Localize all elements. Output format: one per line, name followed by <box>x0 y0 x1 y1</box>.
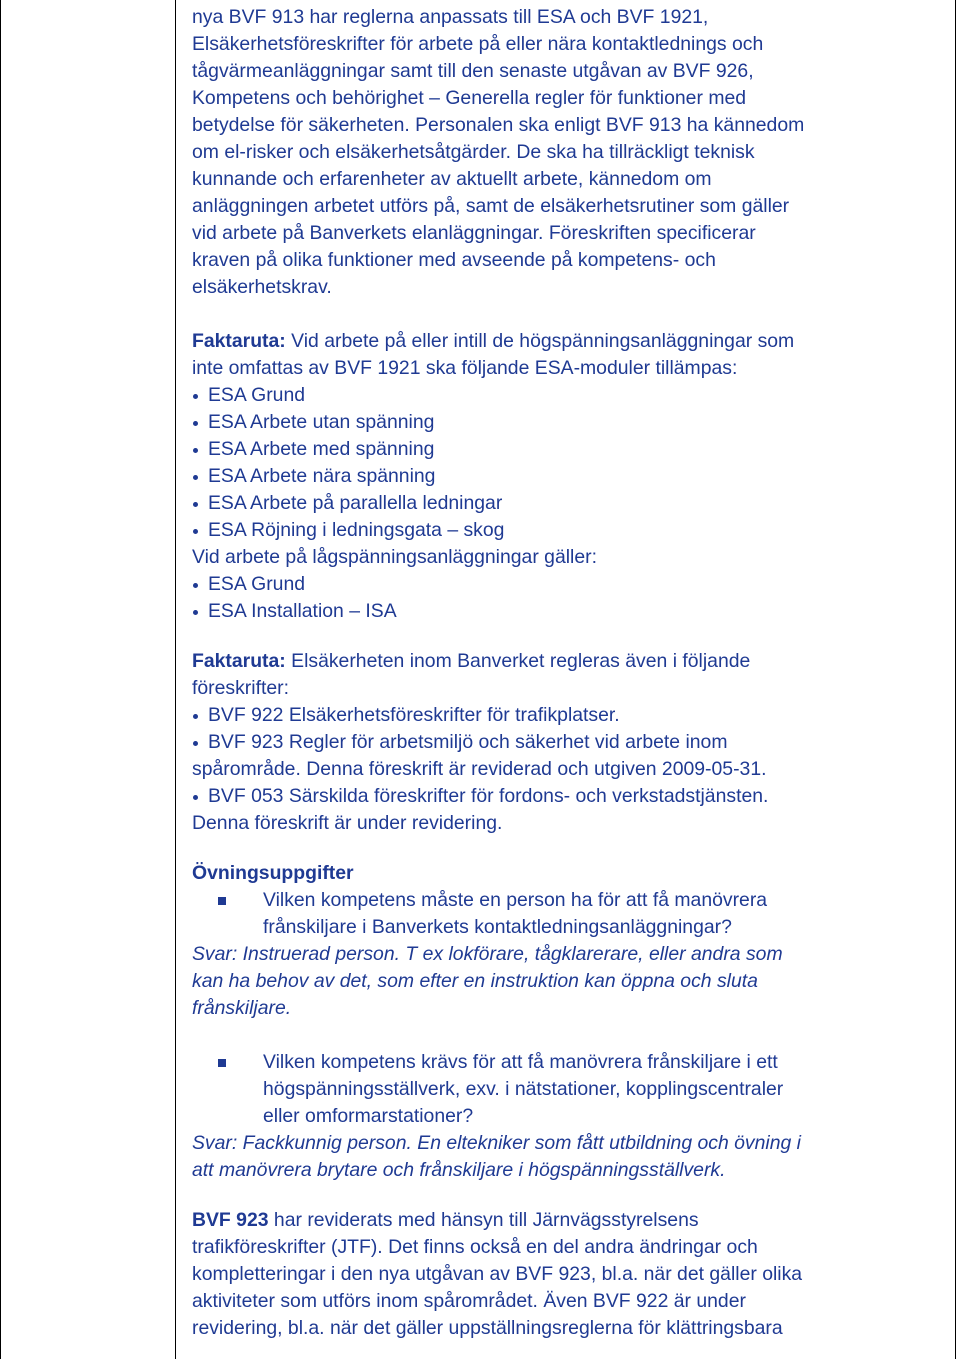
bullet-icon <box>193 448 198 453</box>
bullet-icon <box>193 795 198 800</box>
list-item: ESA Installation – ISA <box>192 598 947 625</box>
bullet-icon <box>193 394 198 399</box>
bullet-icon <box>193 475 198 480</box>
bullet-icon <box>193 502 198 507</box>
list-item: BVF 923 Regler för arbetsmiljö och säkerhet vid arbete inom spårområde. Denna föreskrift är reviderad och utgiven 2009-05-31. <box>192 731 767 780</box>
faktaruta-regulations: Faktaruta: Elsäkerheten inom Banverket regleras även i följande föreskrifter: BVF 922 Elsäkerhetsföreskrifter för trafikplatser. BVF 923 Regler för arbetsmiljö och säkerhet vid arbete inom spårområde. Denna föreskrift är reviderad och utgiven 2009-05-31. BVF 053 Särskilda föreskrifter för fordons- och verkstadstjänsten. Denna föreskrift är under revidering. <box>192 648 947 837</box>
list-item: Vilken kompetens måste en person ha för att få manövrera frånskiljare i Banverkets kontaktledningsanläggningar? <box>192 887 947 941</box>
list-item: ESA Arbete på parallella ledningar <box>192 490 947 517</box>
list-item: ESA Arbete nära spänning <box>192 463 947 490</box>
document-body <box>192 4 947 1342</box>
answer-2: Svar: Fackkunnig person. En eltekniker som fått utbildning och övning i att manövrera brytare och frånskiljare i högspänningsställverk. <box>192 1132 801 1181</box>
bullet-icon <box>193 421 198 426</box>
question-1 <box>192 887 947 941</box>
final-paragraph: BVF 923 har reviderats med hänsyn till Järnvägsstyrelsens trafikföreskrifter (JTF). Det finns också en del andra ändringar och kompletteringar i den nya utgåvan av BVF 923, bl.a. när det gäller olika aktiviteter som utförs inom spårområdet. Även BVF 922 är under revidering, bl.a. när det gäller uppställningsreglerna för klättringsbara <box>192 1209 803 1339</box>
bullet-icon <box>193 714 198 719</box>
list-item: Vilken kompetens krävs för att få manövrera frånskiljare i ett högspänningsställverk, exv. i nätstationer, kopplingscentraler eller omformarstationer? <box>192 1049 947 1130</box>
exercises-heading: Övningsuppgifter <box>192 862 354 884</box>
exercises-section <box>192 860 947 1184</box>
square-bullet-icon <box>218 1059 226 1067</box>
lv-module-list <box>192 571 947 625</box>
faktaruta-esa-modules: Faktaruta: Vid arbete på eller intill de högspänningsanläggningar som inte omfattas av BVF 1921 ska följande ESA-moduler tillämpas: ESA Grund ESA Arbete utan spänning ESA Arbete med spänning ESA Arbete nära spänning ESA Arbete på parallella ledningar ESA Röjning i ledningsgata – skog Vid arbete på lågspänningsanläggningar gäller: ESA Grund ESA Installation – ISA <box>192 328 947 625</box>
bullet-icon <box>193 583 198 588</box>
right-border-line <box>955 0 956 1359</box>
faktaruta-label: Faktaruta: <box>192 650 286 672</box>
answer-1: Svar: Instruerad person. T ex lokförare, tågklarerare, eller andra som kan ha behov av det, som efter en instruktion kan öppna och sluta frånskiljare. <box>192 943 783 1019</box>
bullet-icon <box>193 529 198 534</box>
list-item: ESA Arbete med spänning <box>192 436 947 463</box>
list-item: ESA Grund <box>192 382 947 409</box>
question-2 <box>192 1049 947 1130</box>
list-item: ESA Röjning i ledningsgata – skog <box>192 517 947 544</box>
list-item: BVF 053 Särskilda föreskrifter för fordons- och verkstadstjänsten. Denna föreskrift är under revidering. <box>192 785 769 834</box>
regulation-list <box>192 702 947 837</box>
bullet-icon <box>193 610 198 615</box>
left-margin-column <box>0 0 176 1359</box>
faktaruta-label: Faktaruta: <box>192 330 286 352</box>
list-item: ESA Arbete utan spänning <box>192 409 947 436</box>
list-item: ESA Grund <box>192 571 947 598</box>
list-item: BVF 922 Elsäkerhetsföreskrifter för trafikplatser. <box>192 702 947 729</box>
square-bullet-icon <box>218 897 226 905</box>
hv-module-list <box>192 382 947 544</box>
intro-paragraph: nya BVF 913 har reglerna anpassats till ESA och BVF 1921, Elsäkerhetsföreskrifter för arbete på eller nära kontaktlednings och tågvärmeanläggningar samt till den senaste utgåvan av BVF 926, Kompetens och behörighet – Generella regler för funktioner med betydelse för säkerheten. Personalen ska enligt BVF 913 ha kännedom om el-risker och elsäkerhetsåtgärder. De ska ha tillräckligt teknisk kunnande och erfarenheter av aktuellt arbete, kännedom om anläggningen arbetet utförs på, samt de elsäkerhetsrutiner som gäller vid arbete på Banverkets elanläggningar. Föreskriften specificerar kraven på olika funktioner med avseende på kompetens- och elsäkerhetskrav. <box>192 6 805 298</box>
bullet-icon <box>193 741 198 746</box>
